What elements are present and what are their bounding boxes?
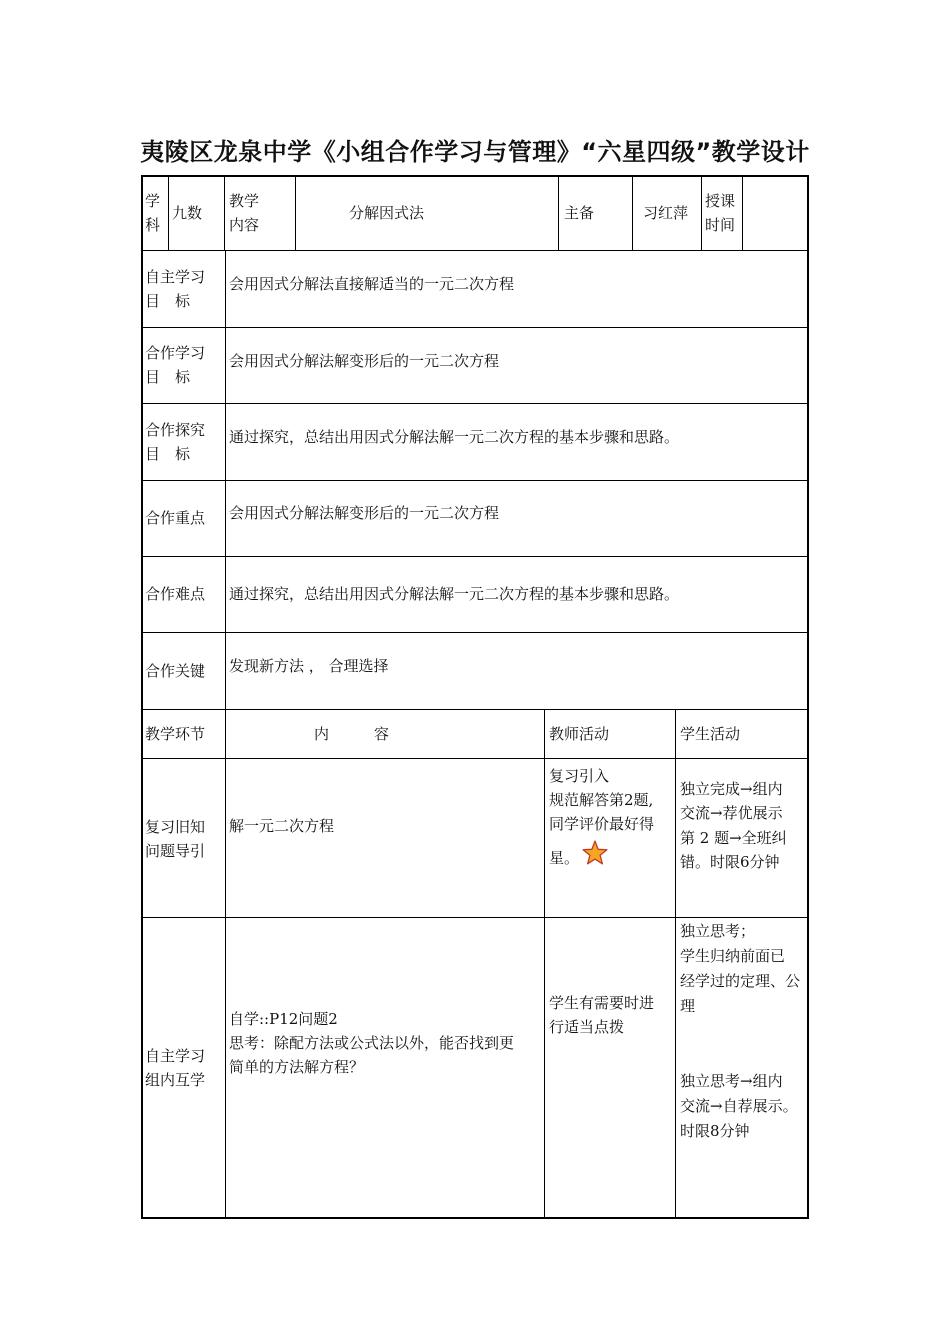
grid-line xyxy=(141,758,809,759)
grid-line xyxy=(224,175,225,250)
column-header-content: 内 容 xyxy=(314,725,390,743)
student-activity: 交流→自荐展示。 xyxy=(680,1097,798,1115)
student-activity: 第 2 题→全班纠 xyxy=(680,829,787,847)
student-activity: 交流→荐优展示 xyxy=(680,804,783,822)
grid-line xyxy=(632,175,633,250)
grid-line xyxy=(225,250,226,1218)
grid-line xyxy=(701,175,702,250)
page-title: 夷陵区龙泉中学《小组合作学习与管理》“六星四级”教学设计 xyxy=(140,138,810,166)
teacher-activity: 复习引入 xyxy=(549,767,610,785)
row-content: 思考：除配方法或公式法以外，能否找到更 xyxy=(229,1034,515,1052)
subject-label: 学 xyxy=(145,192,161,210)
teacher-activity: 行适当点拨 xyxy=(549,1018,625,1036)
student-activity: 学生归纳前面已 xyxy=(680,947,786,965)
column-header-student: 学生活动 xyxy=(680,725,741,743)
student-activity: 独立完成→组内 xyxy=(680,780,783,798)
stage-label: 自主学习 xyxy=(145,1047,206,1065)
grid-line xyxy=(544,709,545,1218)
row-content: 解一元二次方程 xyxy=(229,817,335,835)
goal-label: 合作难点 xyxy=(145,585,206,603)
time-label: 授课 xyxy=(705,192,736,210)
row-content: 自学::P12问题2 xyxy=(229,1010,338,1028)
goal-label: 合作重点 xyxy=(145,509,206,527)
teacher-activity: 规范解答第2题, xyxy=(549,791,654,809)
grid-line xyxy=(141,709,809,710)
lead-value: 习红萍 xyxy=(643,204,689,222)
teacher-activity: 同学评价最好得 xyxy=(549,815,655,833)
student-activity: 错。时限6分钟 xyxy=(680,853,780,871)
goal-label: 目 标 xyxy=(145,368,191,386)
goal-label: 目 标 xyxy=(145,445,191,463)
grid-line xyxy=(141,403,809,404)
subject-label: 科 xyxy=(145,216,161,234)
goal-text: 通过探究，总结出用因式分解法解一元二次方程的基本步骤和思路。 xyxy=(229,428,680,446)
content-label: 内容 xyxy=(229,216,260,234)
goal-label: 目 标 xyxy=(145,292,191,310)
star-icon xyxy=(582,840,608,866)
time-label: 时间 xyxy=(705,216,736,234)
goal-text: 通过探究，总结出用因式分解法解一元二次方程的基本步骤和思路。 xyxy=(229,585,680,603)
stage-label: 组内互学 xyxy=(145,1071,206,1089)
goal-label: 合作学习 xyxy=(145,344,206,362)
grid-line xyxy=(742,175,743,250)
column-header-stage: 教学环节 xyxy=(145,725,206,743)
goal-text: 会用因式分解法解变形后的一元二次方程 xyxy=(229,504,500,522)
goal-text: 发现新方法 ， 合理选择 xyxy=(229,657,389,675)
subject-value: 九数 xyxy=(172,204,203,222)
grid-line xyxy=(558,175,559,250)
goal-label: 自主学习 xyxy=(145,268,206,286)
teacher-activity: 学生有需要时进 xyxy=(549,994,655,1012)
column-header-teacher: 教师活动 xyxy=(549,725,610,743)
grid-line xyxy=(141,327,809,328)
grid-line xyxy=(295,175,296,250)
student-activity: 经学过的定理、公 xyxy=(680,972,801,990)
goal-text: 会用因式分解法直接解适当的一元二次方程 xyxy=(229,275,515,293)
goal-label: 合作探究 xyxy=(145,421,206,439)
content-value: 分解因式法 xyxy=(349,204,425,222)
grid-line xyxy=(141,632,809,633)
grid-line xyxy=(141,250,809,251)
lead-label: 主备 xyxy=(564,204,595,222)
grid-line xyxy=(141,917,809,918)
grid-line xyxy=(168,175,169,250)
goal-label: 合作关键 xyxy=(145,662,206,680)
grid-line xyxy=(675,709,676,1218)
student-activity: 独立思考→组内 xyxy=(680,1072,783,1090)
row-content: 简单的方法解方程？ xyxy=(229,1058,365,1076)
student-activity: 时限8分钟 xyxy=(680,1122,750,1140)
student-activity: 理 xyxy=(680,997,696,1015)
stage-label: 复习旧知 xyxy=(145,818,206,836)
grid-line xyxy=(141,556,809,557)
student-activity: 独立思考； xyxy=(680,922,756,940)
goal-text: 会用因式分解法解变形后的一元二次方程 xyxy=(229,352,500,370)
content-label: 教学 xyxy=(229,192,260,210)
grid-line xyxy=(141,480,809,481)
teacher-activity: 星。 xyxy=(549,849,580,867)
stage-label: 问题导引 xyxy=(145,842,206,860)
